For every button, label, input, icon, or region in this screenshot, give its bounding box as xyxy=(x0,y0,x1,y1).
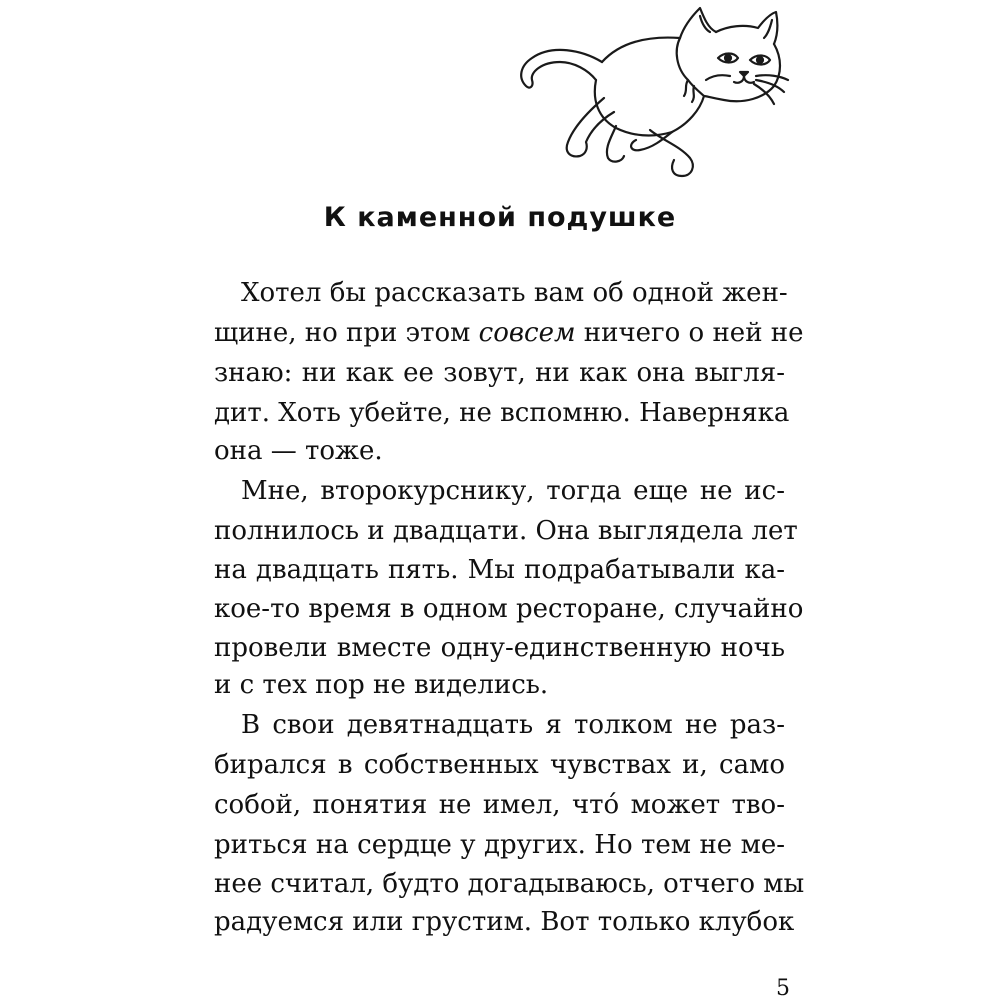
text-line: собой, понятия не имел, что́ может тво- xyxy=(214,790,785,820)
text-line xyxy=(214,318,804,348)
text-line: она — тоже. xyxy=(214,436,383,466)
text-line: провели вместе одну-единственную ночь xyxy=(214,633,785,663)
text-line: нее считал, будто догадываюсь, отчего мы xyxy=(214,869,805,899)
text-line: полнилось и двадцати. Она выглядела лет xyxy=(214,516,798,546)
text-line: на двадцать пять. Мы подрабатывали ка- xyxy=(214,555,785,585)
text-line: Мне, второкурснику, тогда еще не ис- xyxy=(241,476,785,506)
text-line: и с тех пор не виделись. xyxy=(214,670,549,700)
text-line: бирался в собственных чувствах и, само xyxy=(214,750,785,780)
text-fragment: ничего о ней не xyxy=(583,318,804,348)
kitten-illustration xyxy=(512,0,792,185)
text-line: кое-то время в одном ресторане, случайно xyxy=(214,594,804,624)
text-line: знаю: ни как ее зовут, ни как она выгля- xyxy=(214,358,785,388)
text-line: радуемся или грустим. Вот только клубок xyxy=(214,907,795,937)
text-line: дит. Хоть убейте, не вспомню. Наверняка xyxy=(214,398,790,428)
chapter-title: К каменной подушке xyxy=(323,202,677,233)
text-line: риться на сердце у других. Но тем не ме- xyxy=(214,830,785,860)
text-line: В свои девятнадцать я толком не раз- xyxy=(241,710,785,740)
emphasized-word: совсем xyxy=(478,318,576,348)
text-line: Хотел бы рассказать вам об одной жен- xyxy=(241,278,788,308)
page-number: 5 xyxy=(776,976,790,1001)
text-fragment: щине, но при этом xyxy=(214,318,471,348)
